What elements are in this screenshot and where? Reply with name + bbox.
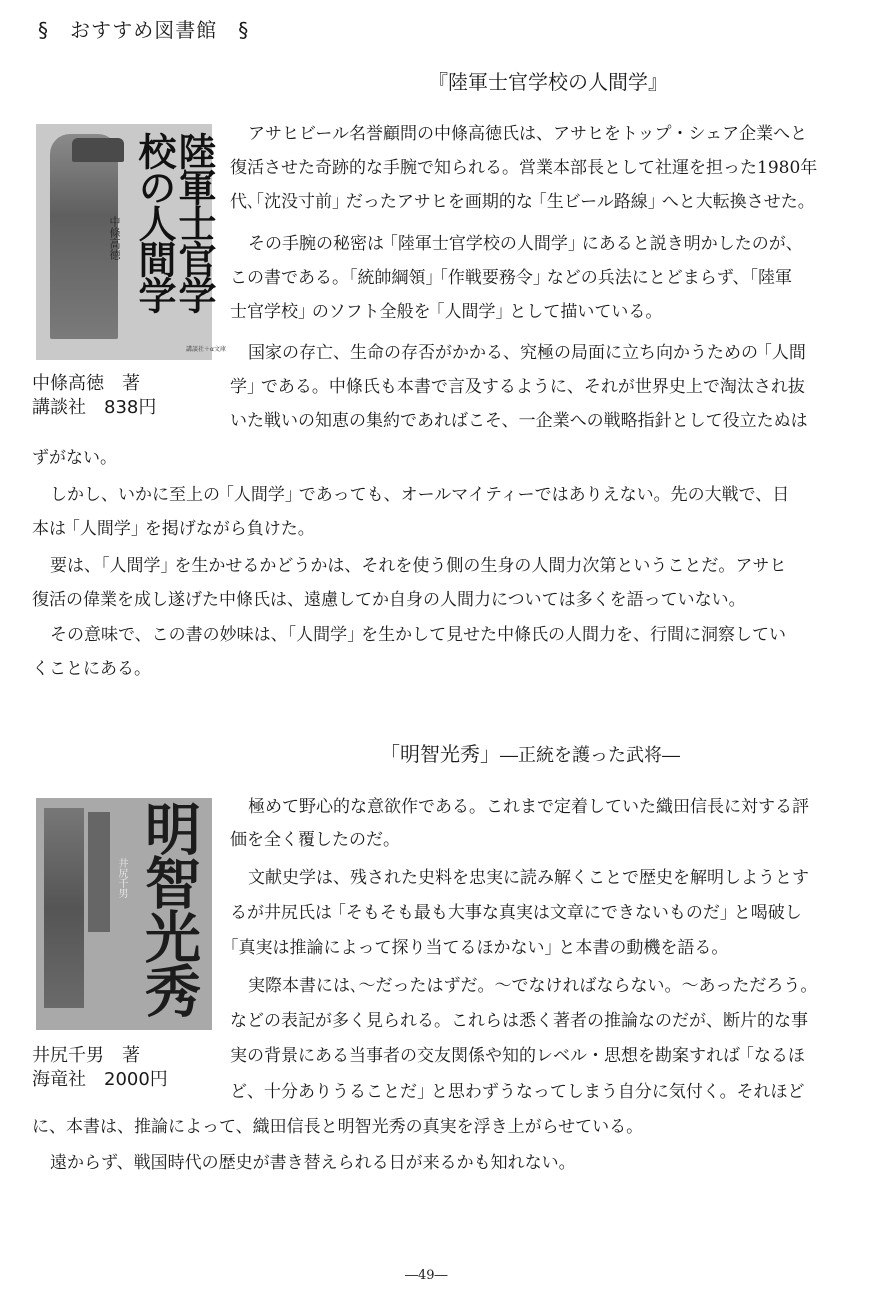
review2-meta <box>32 1044 168 1092</box>
review1-line: しかし、いかに至上の ｢人間学｣ であっても、オールマイティーではありえない。先の大戦で、日 <box>50 485 790 505</box>
review2-line: 遠からず、戦国時代の歴史が書き替えられる日が来るかも知れない。 <box>50 1153 576 1173</box>
section-header: § おすすめ図書館 § <box>38 18 250 42</box>
review1-line: 復活の偉業を成し遂げた中條氏は、遠慮してか自身の人間力については多くを語っていない。 <box>32 590 746 610</box>
review2-subtitle: ―正統を護った武将― <box>500 745 680 766</box>
review1-line: 国家の存亡、生命の存否がかかる、究極の局面に立ち向かうための ｢人間 <box>248 343 806 363</box>
review1-line: 復活させた奇跡的な手腕で知られる。営業本部長として社運を担った1980年 <box>230 158 818 178</box>
review1-meta <box>32 372 156 420</box>
review2-line: 実際本書には､～だったはずだ。～でなければならない。～あっただろう。 <box>248 976 818 996</box>
review2-line: 文献史学は、残された史料を忠実に読み解くことで歴史を解明しようとす <box>248 868 809 888</box>
page-number: ―49― <box>405 1268 448 1283</box>
review1-cover-image <box>36 124 226 360</box>
review1-line: 代､｢沈没寸前｣ だったアサヒを画期的な ｢生ビール路線｣ へと大転換させた。 <box>230 192 815 212</box>
review1-line: その意味で、この書の妙味は、｢人間学｣ を生かして見せた中條氏の人間力を、行間に洞察してい <box>50 625 787 645</box>
review1-author: 中條高徳 著 <box>32 373 140 394</box>
review2-line: 価を全く覆したのだ。 <box>230 830 400 850</box>
cover-title-text: 陸軍士官学校の人間学 <box>132 132 217 312</box>
cover-decoration <box>88 812 110 932</box>
review1-line: 本は ｢人間学｣ を掲げながら負けた。 <box>32 519 315 539</box>
review2-cover-image <box>36 798 212 1030</box>
review1-line: アサヒビール名誉顧問の中條高徳氏は、アサヒをトップ・シェア企業へと <box>248 124 808 144</box>
review1-line: ずがない。 <box>32 448 117 468</box>
review2-author: 井尻千男 著 <box>32 1045 140 1066</box>
review1-line: その手腕の秘密は ｢陸軍士官学校の人間学｣ にあると説き明かしたのが、 <box>248 234 803 254</box>
cover-title-text: 明智光秀 <box>136 800 202 1016</box>
review2-line: 実の背景にある当事者の交友関係や知的レベル・思想を勘案すれば ｢なるほ <box>230 1046 805 1066</box>
review2-title <box>380 738 680 767</box>
review2-line: るが井尻氏は ｢そもそも最も大事な真実は文章にできないものだ｣ と喝破し <box>230 903 802 923</box>
review2-line: などの表記が多く見られる。これらは悉く著者の推論なのだが、断片的な事 <box>230 1011 808 1031</box>
review2-line: 極めて野心的な意欲作である。これまで定着していた織田信長に対する評 <box>248 797 809 817</box>
review1-line: この書である。｢統帥綱領｣ ｢作戦要務令｣ などの兵法にとどまらず、｢陸軍 <box>230 268 792 288</box>
cover-decoration <box>44 808 84 1008</box>
review2-line: ど、十分ありうることだ｣ と思わずうなってしまう自分に気付く。それほど <box>230 1082 805 1102</box>
cover-author-text: 中條高徳 <box>108 216 121 260</box>
review1-title: 『陸軍士官学校の人間学』 <box>428 70 668 94</box>
review2-line: に、本書は、推論によって、織田信長と明智光秀の真実を浮き上がらせている。 <box>32 1117 644 1137</box>
cover-author-text: 井尻千男 <box>116 858 127 898</box>
review2-line: ｢真実は推論によって探り当てるほかない｣ と本書の動機を語る。 <box>230 938 729 958</box>
cover-publisher-text: 講談社＋α文庫 <box>186 346 226 353</box>
review1-line: 学｣ である。中條氏も本書で言及するように、それが世界史上で淘汰され抜 <box>230 377 805 397</box>
review2-title-main: 「明智光秀」 <box>380 742 500 766</box>
review1-publisher-price: 講談社 838円 <box>32 397 157 418</box>
review1-line: 要は、｢人間学｣ を生かせるかどうかは、それを使う側の生身の人間力次第ということだ。アサヒ <box>50 556 787 576</box>
review2-publisher-price: 海竜社 2000円 <box>32 1069 168 1090</box>
review1-line: いた戦いの知恵の集約であればこそ、一企業への戦略指針として役立たぬは <box>230 411 808 431</box>
review1-line: くことにある。 <box>32 659 151 679</box>
review1-line: 士官学校｣ のソフト全般を ｢人間学｣ として描いている。 <box>230 302 663 322</box>
